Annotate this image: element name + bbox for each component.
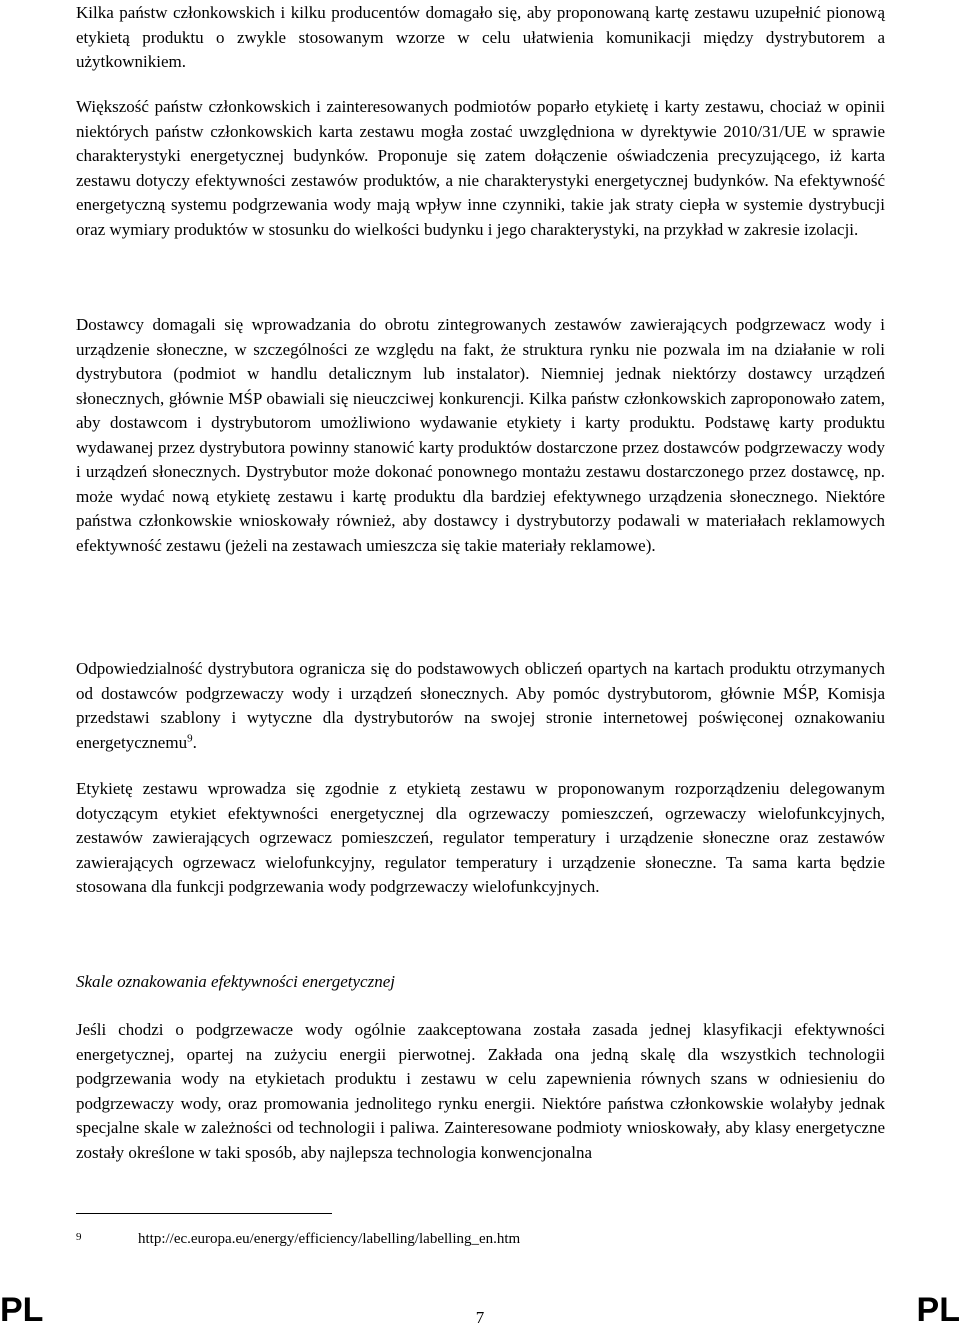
paragraph-2: Większość państw członkowskich i zainteresowanych podmiotów poparło etykietę i karty zestawu, chociaż w opinii niektórych państw członkowskich karta zestawu mogła zostać uwzględniona w dyrektywie 2010/31/UE w sprawie charakterystyki energetycznej budynków. Proponuje się zatem dołączenie oświadczenia precyzującego, iż karta zestawu dotyczy efektywności zestawów produktów, a nie charakterystyki energetycznej budynków. Na efektywność energetyczną systemu podgrzewania wody mają wpływ inne czynniki, takie jak straty ciepła w systemie dystrybucji oraz wymiary produktów w stosunku do wielkości budynku i jego charakterystyki, na przykład w zakresie izolacji.	[76, 97, 885, 239]
footnote	[76, 1230, 885, 1248]
paragraph-3: Dostawcy domagali się wprowadzania do obrotu zintegrowanych zestawów zawierających podgrzewacz wody i urządzenie słoneczne, w szczególności ze względu na fakt, że struktura rynku nie pozwala im na działanie w roli dystrybutora (podmiot w handlu detalicznym lub instalator). Niemniej jednak niektórzy dostawcy urządzeń słonecznych, głównie MŚP obawiali się nieuczciwej konkurencji. Kilka państw członkowskich zaproponowało zatem, aby dostawcom i dystrybutorom umożliwiono wydawanie etykiety i karty produktu. Podstawę karty produktu wydawanej przez dystrybutora powinny stanowić karty produktów dostarczone przez dostawców podgrzewaczy wody i urządzeń słonecznych. Dystrybutor może dokonać ponownego montażu zestawu dostarczonego przez dostawcę, np. może wydać nową etykietę zestawu i kartę produktu dla bardziej efektywnego urządzenia słonecznego. Niektóre państwa członkowskie wnioskowały również, aby dostawcy i dystrybutorzy podawali w materiałach reklamowych efektywność zestawu (jeżeli na zestawach umieszcza się takie materiały reklamowe).	[76, 315, 885, 555]
paragraph-4-text: Odpowiedzialność dystrybutora ogranicza się do podstawowych obliczeń opartych na kartach produktu otrzymanych od dostawców podgrzewaczy wody i urządzeń słonecznych. Aby pomóc dystrybutorom, głównie MŚP, Komisja przedstawi szablony i wytyczne dla dystrybutorów na swojej stronie internetowej poświęconej oznakowaniu energetycznemu	[76, 659, 885, 752]
paragraph-4	[76, 657, 885, 755]
footnote-reference: 9	[187, 731, 193, 744]
paragraph-4-end: .	[192, 732, 197, 752]
footnote-separator	[76, 1213, 332, 1214]
footnote-number: 9	[76, 1231, 82, 1243]
section-heading: Skale oznakowania efektywności energetycznej	[76, 972, 395, 991]
page-number: 7	[475, 1308, 485, 1327]
footnote-url: http://ec.europa.eu/energy/efficiency/labelling/labelling_en.htm	[138, 1231, 521, 1247]
paragraph-5: Etykietę zestawu wprowadza się zgodnie z etykietą zestawu w proponowanym rozporządzeniu delegowanym dotyczącym etykiet efektywności energetycznej dla ogrzewaczy pomieszczeń, ogrzewaczy wielofunkcyjnych, zestawów zawierających ogrzewacz pomieszczeń, regulator temperatury i urządzenie słoneczne oraz zestawów zawierających ogrzewacz wielofunkcyjny, regulator temperatury i urządzenie słoneczne. Ta sama karta będzie stosowana dla funkcji podgrzewania wody podgrzewaczy wielofunkcyjnych.	[76, 779, 885, 896]
footer-language-right: PL	[916, 1291, 960, 1329]
footer-language-left: PL	[0, 1291, 44, 1329]
paragraph-1: Kilka państw członkowskich i kilku producentów domagało się, aby proponowaną kartę zestawu uzupełnić pionową etykietą produktu o zwykle stosowanym wzorze w celu ułatwienia komunikacji między dystrybutorem a użytkownikiem.	[76, 3, 885, 71]
paragraph-6: Jeśli chodzi o podgrzewacze wody ogólnie zaakceptowana została zasada jednej klasyfikacji efektywności energetycznej, opartej na zużyciu energii pierwotnej. Zakłada ona jedną skalę dla wszystkich technologii podgrzewania wody na etykietach produktu i zestawu w celu zapewnienia równych szans w odniesieniu do podgrzewaczy wody, oraz promowania jednolitego rynku energii. Niektóre państwa członkowskie wolałyby jednak specjalne skale w zależności od technologii i paliwa. Zainteresowane podmioty wnioskowały, aby klasy energetyczne zostały określone w taki sposób, aby najlepsza technologia konwencjonalna	[76, 1020, 885, 1162]
